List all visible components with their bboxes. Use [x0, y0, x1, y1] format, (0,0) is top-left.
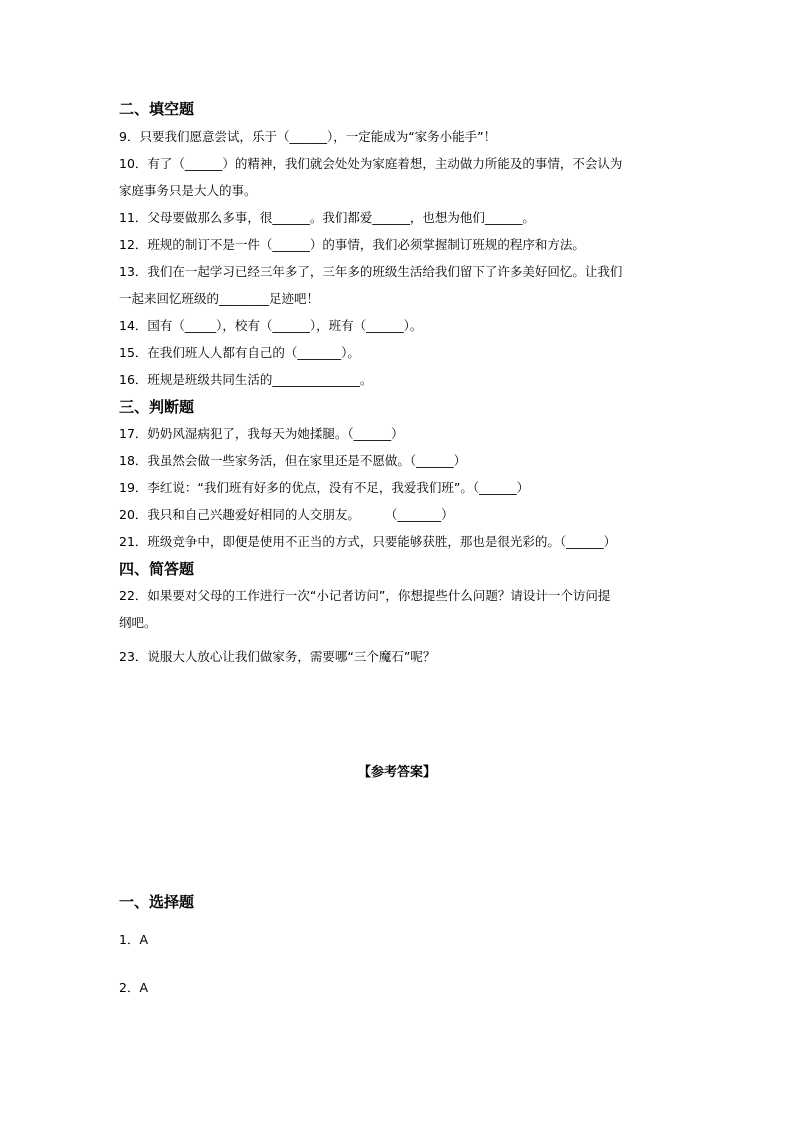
- question-16: 16．班规是班级共同生活的______________。: [119, 372, 373, 387]
- question-12: 12．班规的制订不是一件（______）的事情，我们必须掌握制订班规的程序和方法。: [119, 237, 585, 252]
- answer-key-heading: 【参考答案】: [357, 765, 436, 780]
- question-20: 20．我只和自己兴趣爱好相同的人交朋友。 （_______）: [119, 507, 454, 522]
- question-22-line-1: 22．如果要对父母的工作进行一次“小记者访问”，你想提些什么问题？请设计一个访问提: [119, 588, 611, 603]
- section-title-short-answer: 四、简答题: [119, 560, 195, 578]
- question-13-line-1: 13．我们在一起学习已经三年多了，三年多的班级生活给我们留下了许多美好回忆。让我们: [119, 264, 623, 279]
- question-19: 19．李红说：“我们班有好多的优点，没有不足，我爱我们班”。（______）: [119, 480, 530, 495]
- question-14: 14．国有（_____），校有（______），班有（______）。: [119, 318, 423, 333]
- question-23: 23．说服大人放心让我们做家务，需要哪“三个魔石”呢？: [119, 649, 436, 664]
- answer-2: 2．A: [119, 980, 149, 995]
- question-15: 15．在我们班人人都有自己的（_______）。: [119, 345, 360, 360]
- question-21: 21．班级竞争中，即便是使用不正当的方式，只要能够获胜，那也是很光彩的。（______）: [119, 534, 617, 549]
- question-18: 18．我虽然会做一些家务活，但在家里还是不愿做。（______）: [119, 453, 467, 468]
- question-9: 9．只要我们愿意尝试，乐于（______），一定能成为“家务小能手”！: [119, 129, 497, 144]
- answer-section-title-choice: 一、选择题: [119, 893, 195, 911]
- question-17: 17．奶奶风湿病犯了，我每天为她揉腿。（______）: [119, 426, 404, 441]
- question-13-line-2: 一起来回忆班级的________足迹吧！: [119, 291, 320, 306]
- answer-1: 1．A: [119, 932, 149, 947]
- question-10-line-2: 家庭事务只是大人的事。: [119, 183, 257, 198]
- section-title-true-false: 三、判断题: [119, 398, 195, 416]
- question-10-line-1: 10．有了（______）的精神，我们就会处处为家庭着想，主动做力所能及的事情，不会认为: [119, 156, 623, 171]
- question-22-line-2: 纲吧。: [119, 615, 157, 630]
- question-11: 11．父母要做那么多事，很______。我们都爱______，也想为他们______。: [119, 210, 535, 225]
- section-title-fill-blank: 二、填空题: [119, 100, 195, 118]
